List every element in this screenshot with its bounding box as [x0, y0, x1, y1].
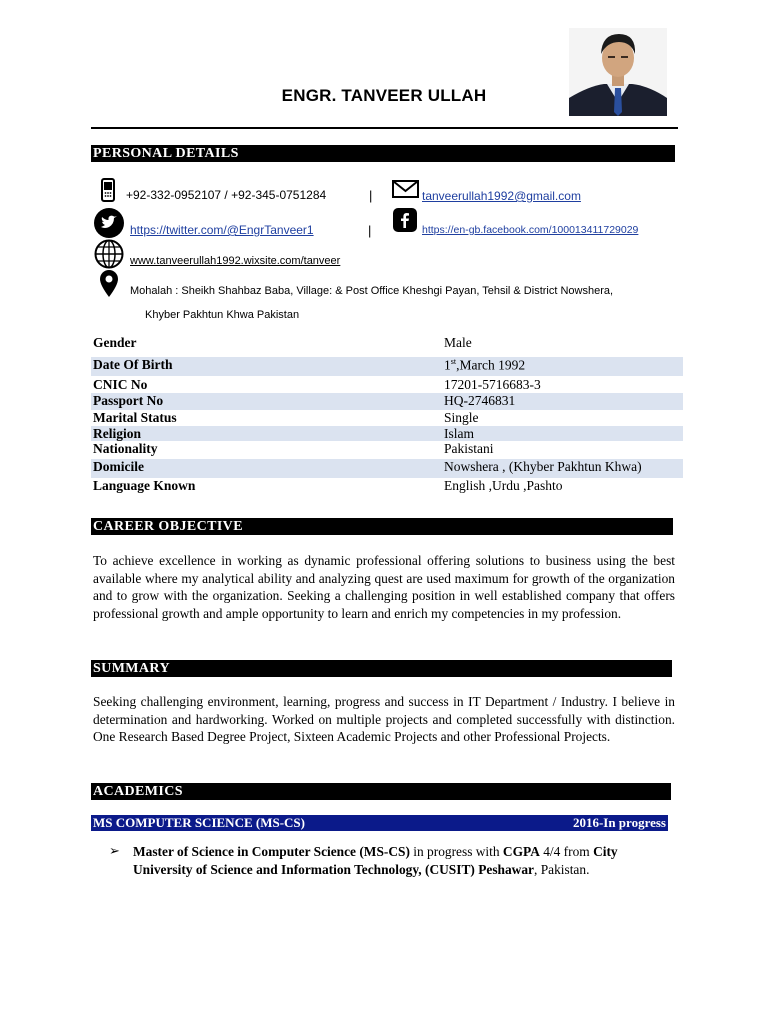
section-summary: SUMMARY [91, 660, 672, 677]
detail-value: 1st,March 1992 [444, 357, 526, 373]
email-icon [392, 180, 419, 198]
detail-label: Language Known [93, 478, 196, 493]
detail-value: Male [444, 335, 472, 350]
location-pin-icon [98, 268, 120, 298]
degree-description: Master of Science in Computer Science (MS-CS) in progress with CGPA 4/4 from City University of Science and Information Technology, (CUSIT) Peshawar, Pakistan. [133, 844, 618, 877]
detail-label: Passport No [93, 393, 164, 408]
detail-label: Domicile [93, 459, 144, 474]
summary-text: Seeking challenging environment, learning, progress and success in IT Department / Industry. I believe in determination and hardworking. Worked on multiple projects and completed successfully with distinction. One Research Based Degree Project, Sixteen Academic Projects and other Professional Projects. [93, 694, 675, 745]
detail-value: Islam [444, 426, 474, 441]
detail-row [91, 393, 683, 410]
detail-label: Religion [93, 426, 142, 441]
resume-name: ENGR. TANVEER ULLAH [281, 86, 487, 105]
detail-label: Gender [93, 335, 137, 350]
section-career-objective: CAREER OBJECTIVE [91, 518, 673, 535]
detail-label: Nationality [93, 441, 158, 456]
detail-value: 17201-5716683-3 [444, 377, 541, 392]
facebook-link[interactable]: https://en-gb.facebook.com/100013411729029 [422, 224, 639, 236]
globe-icon [94, 239, 124, 269]
career-objective-text: To achieve excellence in working as dynamic professional offering solutions to business using the best available where my analytical ability and analyzing quest are used maximum for growth of the organization and to grow with the organization. Seeking a challenging position in well established company that offers professional growth and ample opportunity to learn and enrich my competencies in my profession. [93, 553, 675, 621]
separator: | [368, 223, 372, 238]
detail-row [91, 410, 683, 426]
bullet-arrow-icon: ➢ [109, 843, 120, 858]
twitter-link[interactable]: https://twitter.com/@EngrTanveer1 [130, 223, 314, 237]
degree-title: MS COMPUTER SCIENCE (MS-CS) [93, 815, 305, 830]
detail-value: HQ-2746831 [444, 393, 516, 408]
website-link[interactable]: www.tanveerullah1992.wixsite.com/tanveer [130, 255, 341, 267]
detail-label: CNIC No [93, 377, 148, 392]
address-line-2: Khyber Pakhtun Khwa Pakistan [145, 309, 300, 321]
header-rule [91, 127, 678, 129]
detail-value: Nowshera , (Khyber Pakhtun Khwa) [444, 459, 642, 474]
detail-row [91, 426, 683, 441]
detail-row [91, 441, 683, 459]
detail-row [91, 377, 683, 393]
twitter-icon[interactable] [94, 208, 124, 238]
degree-period: 2016-In progress [572, 815, 666, 830]
detail-value: English ,Urdu ,Pashto [444, 478, 563, 493]
section-academics: ACADEMICS [91, 783, 671, 800]
profile-photo [569, 28, 667, 116]
separator: | [369, 188, 373, 203]
detail-row [91, 459, 683, 478]
facebook-icon[interactable] [393, 208, 417, 232]
phone-numbers: +92-332-0952107 / +92-345-0751284 [126, 188, 327, 202]
detail-label: Date Of Birth [93, 357, 173, 372]
detail-row [91, 335, 683, 353]
section-personal-details: PERSONAL DETAILS [91, 145, 675, 162]
address-line-1: Mohalah : Sheikh Shahbaz Baba, Village: & Post Office Kheshgi Payan, Tehsil & District Nowshera, [130, 285, 614, 297]
email-link[interactable]: tanveerullah1992@gmail.com [422, 189, 581, 203]
degree-header [91, 815, 668, 831]
detail-value: Pakistani [444, 441, 494, 456]
mobile-phone-icon [101, 178, 115, 202]
detail-row [91, 357, 683, 376]
detail-row [91, 478, 683, 496]
detail-label: Marital Status [93, 410, 177, 425]
detail-value: Single [444, 410, 479, 425]
